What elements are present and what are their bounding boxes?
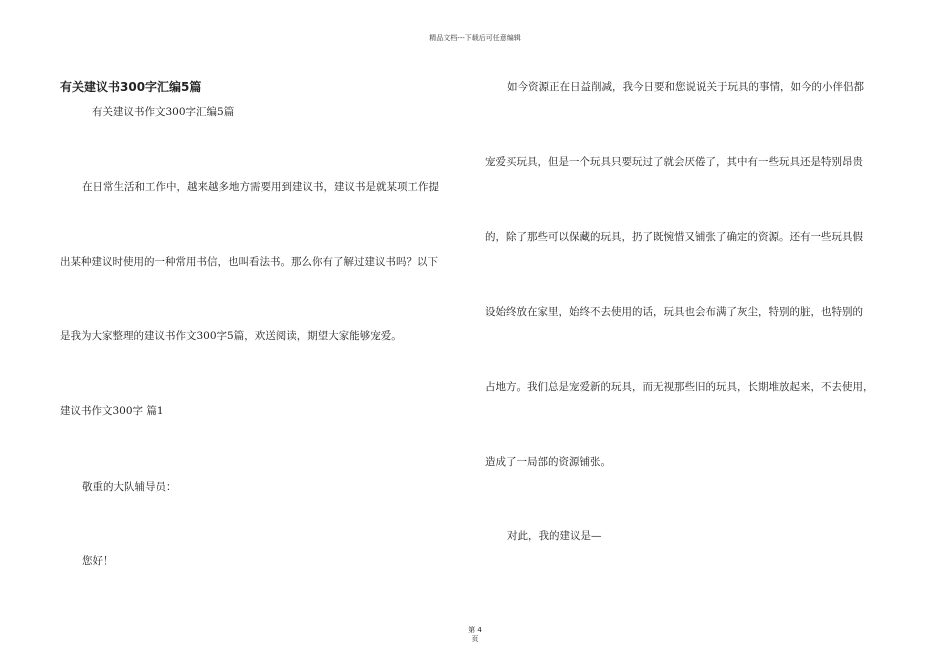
page-number-prefix: 第 4 — [468, 626, 482, 634]
body-line-7: 对此，我的建议是— — [507, 530, 602, 542]
section-heading: 建议书作文300字 篇1 — [60, 405, 164, 417]
body-line-5: 占地方。我们总是宠爱新的玩具，而无视那些旧的玩具，长期堆放起来，不去使用， — [485, 381, 874, 393]
salutation: 敬重的大队辅导员： — [82, 481, 177, 493]
body-line-6: 造成了一局部的资源铺张。 — [485, 456, 611, 468]
intro-line-2: 出某种建议时使用的一种常用书信，也叫看法书。那么你有了解过建议书吗？以下 — [60, 256, 438, 268]
document-subtitle: 有关建议书作文300字汇编5篇 — [92, 106, 235, 118]
greeting: 您好！ — [82, 555, 114, 567]
intro-line-1: 在日常生活和工作中，越来越多地方需要用到建议书，建议书是就某项工作提 — [82, 181, 439, 193]
document-title: 有关建议书300字汇编5篇 — [60, 80, 202, 94]
body-line-4: 设始终放在家里，始终不去使用的话，玩具也会布满了灰尘，特别的脏，也特别的 — [485, 306, 863, 318]
body-line-3: 的，除了那些可以保藏的玩具，扔了既惋惜又铺张了确定的资源。还有一些玩具假 — [485, 231, 863, 243]
body-line-2: 宠爱买玩具，但是一个玩具只要玩过了就会厌倦了，其中有一些玩具还是特别昂贵 — [485, 156, 863, 168]
page-number-suffix: 页 — [471, 635, 479, 643]
body-line-1: 如今资源正在日益削减，我今日要和您说说关于玩具的事情，如今的小伴侣都 — [507, 81, 864, 93]
page-number — [463, 626, 487, 644]
page-header: 精品文档---下载后可任意编辑 — [429, 34, 521, 42]
intro-line-3: 是我为大家整理的建议书作文300字5篇，欢送阅读，期望大家能够宠爱。 — [60, 330, 402, 342]
